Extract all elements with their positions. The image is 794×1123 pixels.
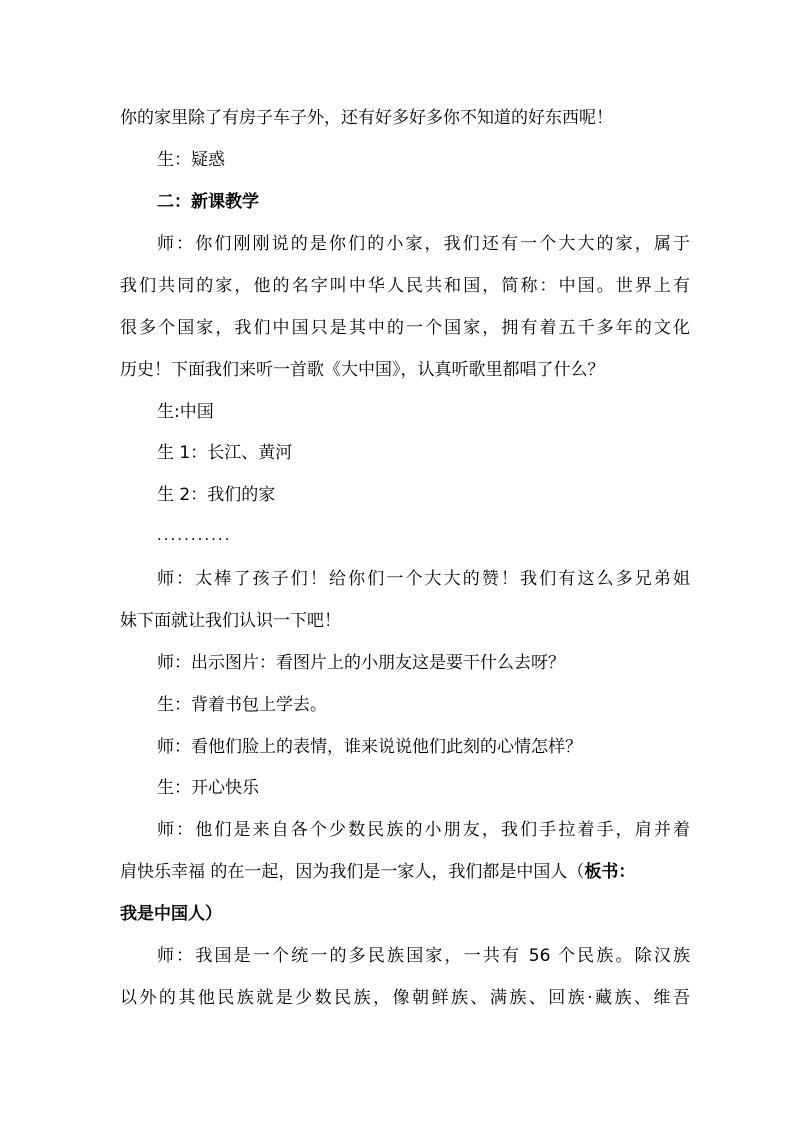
paragraph-line: 我们共同的家，他的名字叫中华人民共和国，简称：中国。世界上有 (120, 276, 690, 296)
teacher-line: 师：你们刚刚说的是你们的小家，我们还有一个大大的家，属于 (157, 234, 690, 254)
student-response: 生:中国 (157, 402, 214, 422)
teacher-line: 师：看他们脸上的表情，谁来说说他们此刻的心情怎样？ (157, 737, 582, 757)
paragraph-line: 历史！下面我们来听一首歌《大中国》，认真听歌里都唱了什么？ (120, 360, 605, 380)
student-response: 生：疑惑 (157, 150, 225, 170)
board-writing-text: 我是中国人） (120, 904, 222, 924)
paragraph-line: 以外的其他民族就是少数民族，像朝鲜族、满族、回族·藏族、维吾 (120, 988, 690, 1008)
student-response: 生 1：长江、黄河 (157, 443, 293, 463)
paragraph-text: 肩快乐幸福 的在一起，因为我们是一家人，我们都是中国人（ (120, 862, 585, 882)
paragraph-line: 你的家里除了有房子车子外，还有好多好多你不知道的好东西呢！ (120, 108, 613, 128)
ellipsis-dots: ........... (157, 526, 232, 544)
teacher-line: 师：我国是一个统一的多民族国家，一共有 56 个民族。除汉族 (157, 946, 690, 966)
paragraph-line (120, 860, 690, 884)
teacher-line: 师：他们是来自各个少数民族的小朋友，我们手拉着手，肩并着 (157, 820, 690, 840)
board-writing-label: 板书： (584, 862, 636, 882)
section-heading: 二：新课教学 (157, 192, 259, 212)
paragraph-line: 妹下面就让我们认识一下吧！ (120, 611, 341, 631)
student-response: 生：开心快乐 (157, 778, 259, 798)
student-response: 生：背着书包上学去。 (157, 695, 327, 715)
teacher-line: 师：太棒了孩子们！给你们一个大大的赞！我们有这么多兄弟姐 (157, 569, 690, 589)
teacher-line: 师：出示图片：看图片上的小朋友这是要干什么去呀？ (157, 653, 565, 673)
paragraph-line: 很多个国家，我们中国只是其中的一个国家，拥有着五千多年的文化 (120, 318, 690, 338)
student-response: 生 2：我们的家 (157, 485, 276, 505)
